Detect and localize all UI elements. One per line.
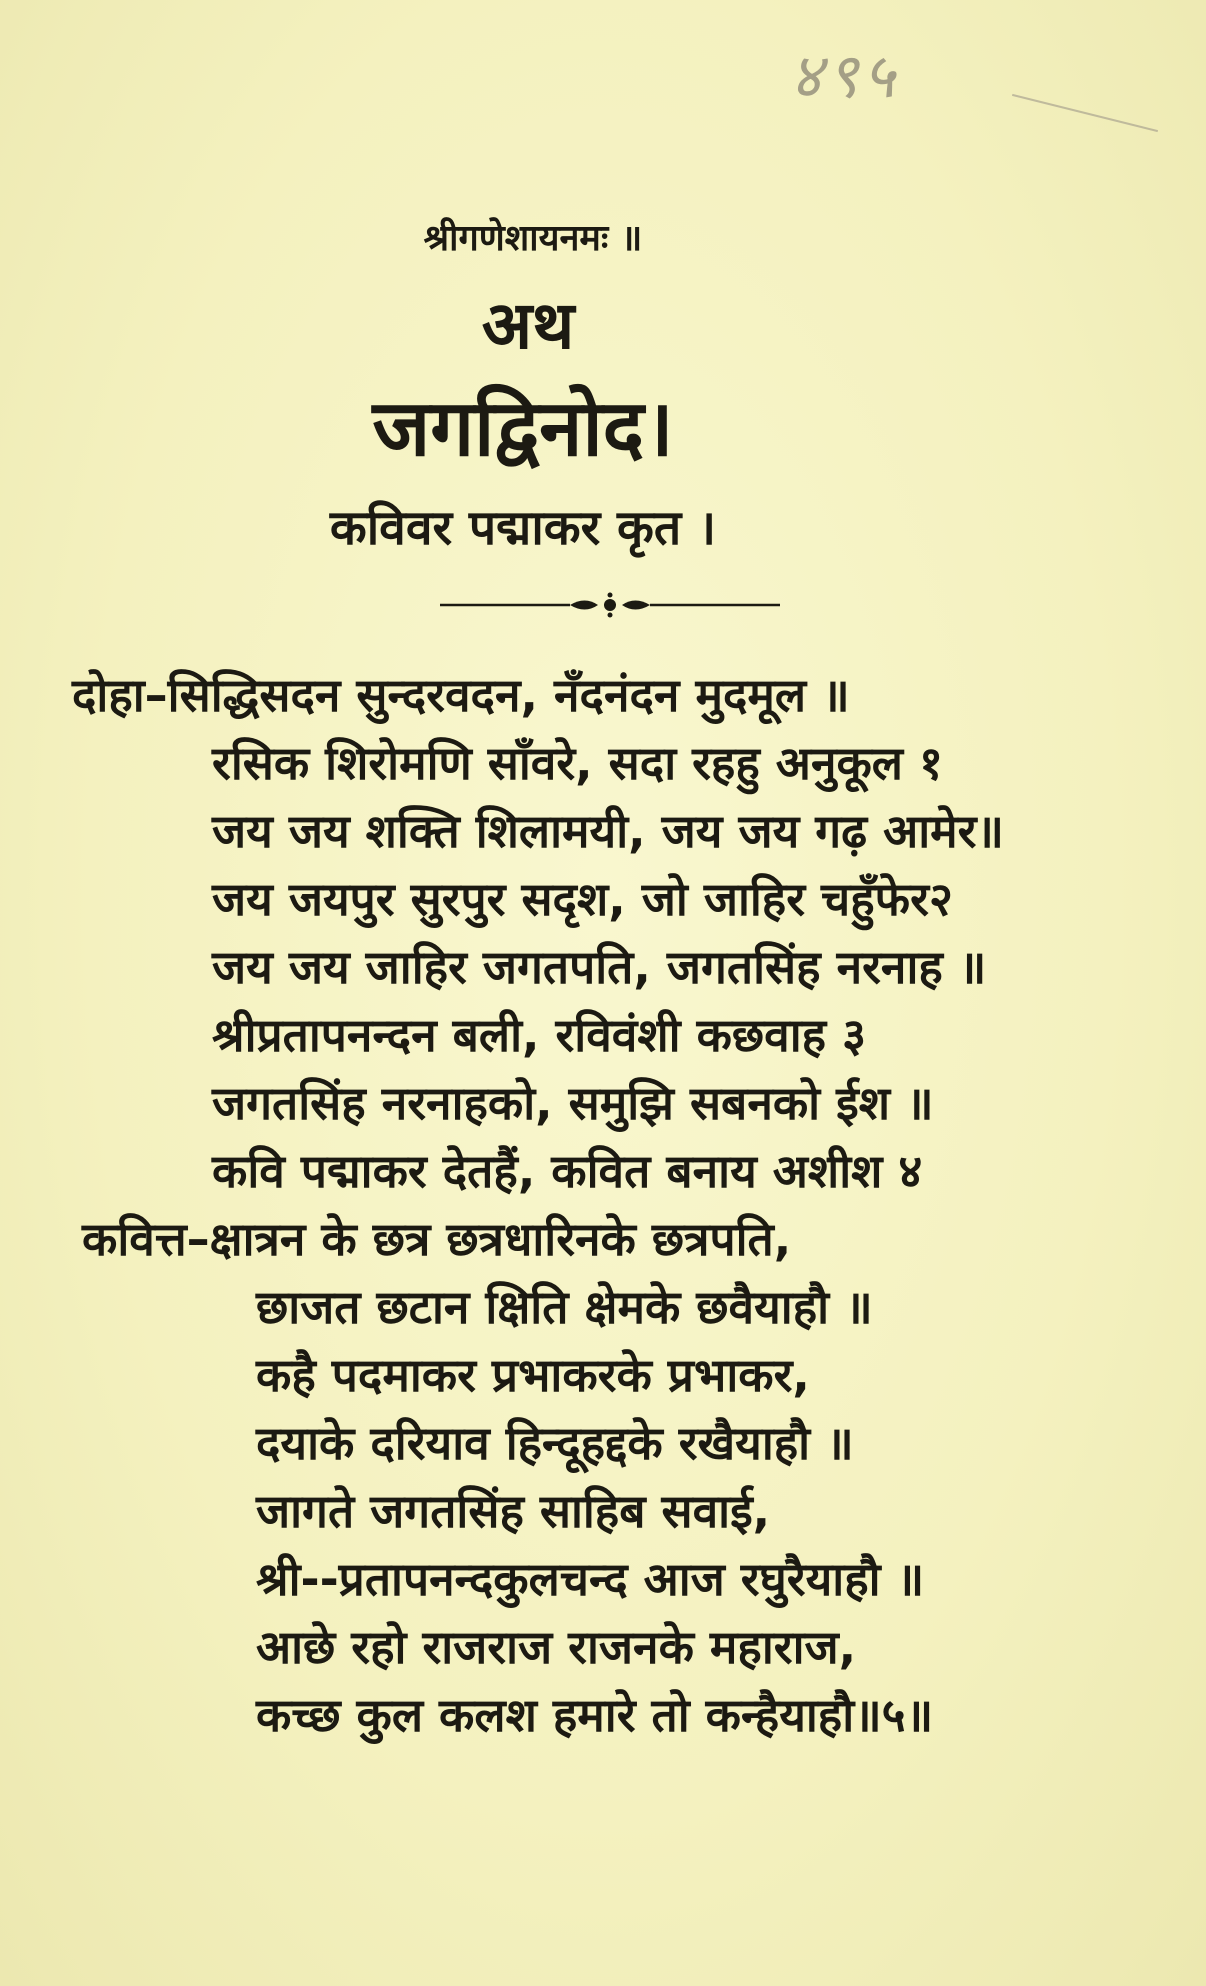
pencil-stroke (1012, 94, 1158, 132)
verse-line: कच्छ कुल कलश हमारे तो कन्हैयाहौ॥५॥ (256, 1688, 934, 1742)
verse-line: जय जयपुर सुरपुर सदृश, जो जाहिर चहुँफेर२ (212, 872, 953, 926)
verse-line: श्री--प्रतापनन्दकुलचन्द आज रघुरैयाहौ ॥ (256, 1552, 925, 1606)
verse-line: आछे रहो राजराज राजनके महाराज, (256, 1620, 857, 1674)
verse-line: कवि पद्माकर देतहैं, कवित बनाय अशीश ४ (212, 1144, 923, 1198)
verse-line: छाजत छटान क्षिति क्षेमके छवैयाहौ ॥ (256, 1280, 873, 1334)
verse-line: दयाके दरियाव हिन्दूहद्दके रखैयाहौ ॥ (256, 1416, 854, 1470)
author-line: कविवर पद्माकर कृत । (329, 500, 717, 556)
verse-line: रसिक शिरोमणि साँवरे, सदा रहहु अनुकूल १ (212, 736, 943, 790)
book-title: जगद्विनोद। (372, 384, 674, 474)
handwritten-page-number: ४९५ (790, 39, 899, 112)
invocation-line: श्रीगणेशायनमः ॥ (423, 218, 643, 259)
atha-heading: अथ (481, 287, 575, 364)
verse-line: जागते जगतसिंह साहिब सवाई, (256, 1484, 771, 1538)
verse-line: जगतसिंह नरनाहको, समुझि सबनको ईश ॥ (212, 1076, 934, 1130)
verse-line: जय जय शक्ति शिलामयी, जय जय गढ़ आमेर॥ (212, 804, 1004, 858)
verse-line: जय जय जाहिर जगतपति, जगतसिंह नरनाह ॥ (212, 940, 987, 994)
ornamental-divider (440, 592, 780, 618)
verse-line: कहै पदमाकर प्रभाकरके प्रभाकर, (256, 1348, 810, 1402)
verse-line: कवित्त–क्षात्रन के छत्र छत्रधारिनके छत्रपति, (82, 1212, 792, 1266)
verse-line: श्रीप्रतापनन्दन बली, रविवंशी कछवाह ३ (212, 1008, 867, 1062)
verse-line: दोहा–सिद्धिसदन सुन्दरवदन, नँदनंदन मुदमूल ॥ (72, 668, 850, 722)
